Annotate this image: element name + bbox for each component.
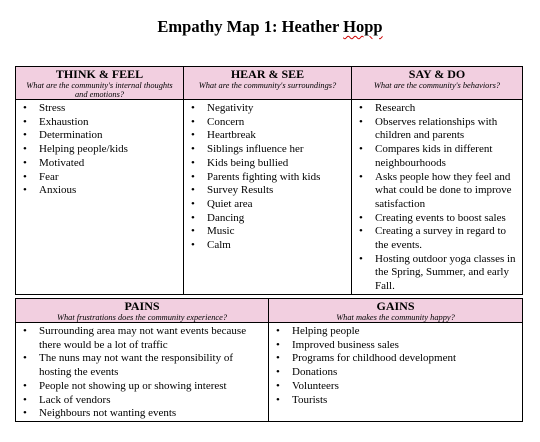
list-item: • Siblings influence her (207, 143, 351, 157)
gains-header (269, 299, 523, 323)
list-item: • Observes relationships with children and parents (375, 116, 522, 143)
hear-see-cell (184, 100, 352, 295)
title-text: Empathy Map 1: Heather (157, 17, 344, 36)
list-item: • Kids being bullied (207, 157, 351, 171)
list-item: • Improved business sales (292, 339, 522, 353)
list-item: • People not showing up or showing interest (39, 380, 268, 394)
list-item: • Research (375, 102, 522, 116)
list-item: • Neighbours not wanting events (39, 407, 268, 421)
think-feel-heading: THINK & FEEL (55, 67, 144, 81)
list-item: • Motivated (39, 157, 183, 171)
list-item: • Lack of vendors (39, 394, 268, 408)
list-item: • Volunteers (292, 380, 522, 394)
pains-question: What frustrations does the community experience? (56, 313, 228, 322)
list-item: • Hosting outdoor yoga classes in the Spring, Summer, and early Fall. (375, 253, 522, 294)
say-do-cell (352, 100, 523, 295)
list-item: • Quiet area (207, 198, 351, 212)
list-item: • Exhaustion (39, 116, 183, 130)
gains-cell (269, 323, 523, 422)
list-item: • Creating a survey in regard to the events. (375, 225, 522, 252)
list-item: • Compares kids in different neighbourhoods (375, 143, 522, 170)
list-item: • Helping people (292, 325, 522, 339)
list-item: • Stress (39, 102, 183, 116)
list-item: • Helping people/kids (39, 143, 183, 157)
say-do-heading: SAY & DO (408, 67, 466, 81)
empathy-map-bottom-table (15, 298, 523, 422)
list-item: • Programs for childhood development (292, 352, 522, 366)
gains-question: What makes the community happy? (336, 313, 455, 322)
think-feel-list (16, 102, 183, 198)
think-feel-header (16, 67, 184, 100)
empathy-map-top-table (15, 66, 523, 295)
pains-header (16, 299, 269, 323)
think-feel-cell (16, 100, 184, 295)
page-title (0, 17, 540, 37)
list-item: • Dancing (207, 212, 351, 226)
list-item: • Surrounding area may not want events because there would be a lot of traffic (39, 325, 268, 352)
list-item: • Determination (39, 129, 183, 143)
title-name: Hopp (343, 17, 383, 36)
list-item: • Fear (39, 171, 183, 185)
say-do-question: What are the community's behaviors? (373, 81, 501, 90)
list-item: • Survey Results (207, 184, 351, 198)
pains-heading: PAINS (124, 299, 160, 313)
list-item: • Negativity (207, 102, 351, 116)
pains-list (16, 325, 268, 421)
list-item: • The nuns may not want the responsibility of hosting the events (39, 352, 268, 379)
list-item: • Music (207, 225, 351, 239)
list-item: • Calm (207, 239, 351, 253)
list-item: • Heartbreak (207, 129, 351, 143)
pains-cell (16, 323, 269, 422)
gains-list (269, 325, 522, 407)
list-item: • Tourists (292, 394, 522, 408)
think-feel-question: What are the community's internal thoughts and emotions? (26, 81, 173, 99)
hear-see-question: What are the community's surroundings? (198, 81, 337, 90)
list-item: • Anxious (39, 184, 183, 198)
hear-see-list (184, 102, 351, 253)
list-item: • Parents fighting with kids (207, 171, 351, 185)
list-item: • Creating events to boost sales (375, 212, 522, 226)
list-item: • Concern (207, 116, 351, 130)
gains-heading: GAINS (376, 299, 415, 313)
say-do-header (352, 67, 523, 100)
say-do-list (352, 102, 522, 294)
list-item: • Asks people how they feel and what could be done to improve satisfaction (375, 171, 522, 212)
hear-see-heading: HEAR & SEE (230, 67, 305, 81)
hear-see-header (184, 67, 352, 100)
list-item: • Donations (292, 366, 522, 380)
